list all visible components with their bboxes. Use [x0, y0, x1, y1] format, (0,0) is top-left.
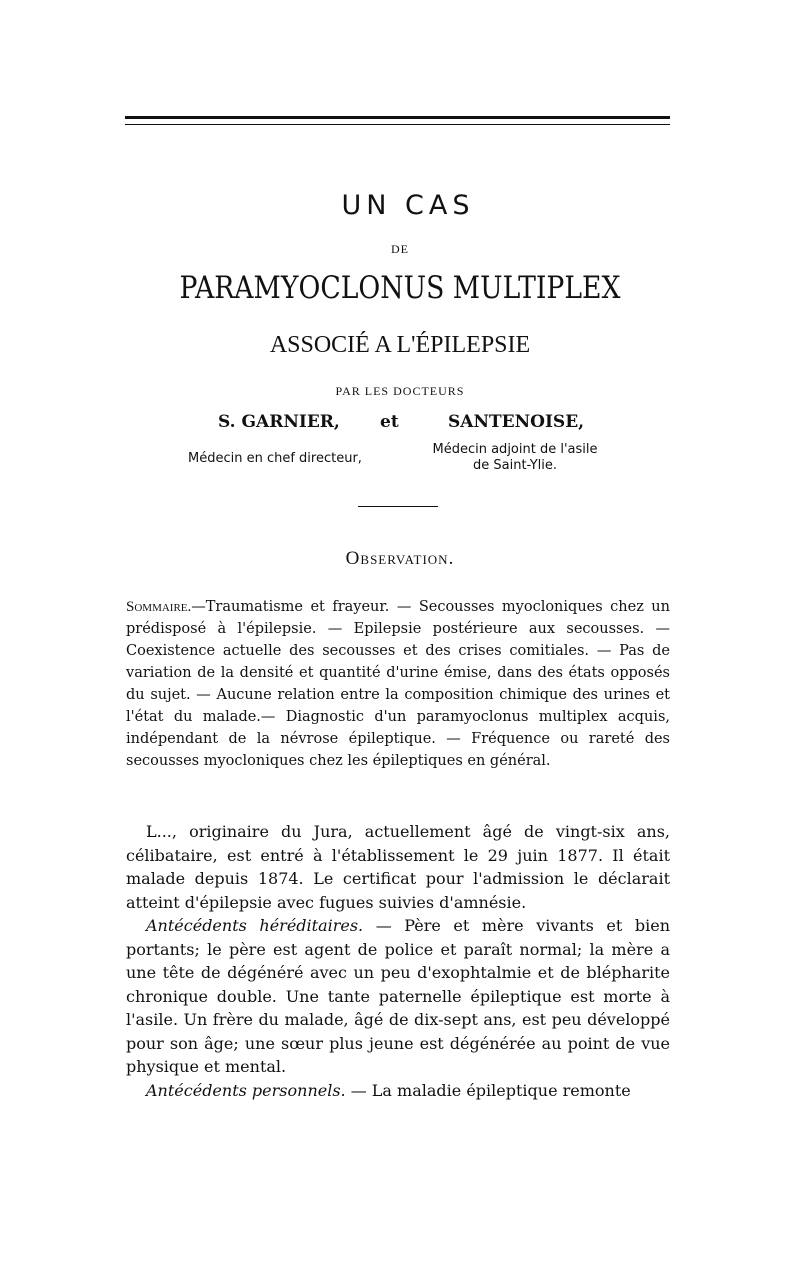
title-main: PARAMYOCLONUS MULTIPLEX [179, 270, 621, 306]
summary-item: — Diagnostic d'un paramyoclonus multiplex acquis, indépendant de la névrose épileptique. [126, 709, 670, 747]
separator-rule [358, 506, 438, 507]
hereditary-text: — Père et mère vivants et bien portants; le père est agent de police et paraît normal; la mère a une tête de dégénéré avec un peu d'exophtalmie et de blépharite chronique double. Une tante paternelle épileptique est morte à l'asile. Un frère du malade, âgé de dix-sept ans, est peu développé pour son âge; une sœur plus jeune est dégénérée au point de vue physique et mental. [126, 916, 670, 1076]
summary-lead: Sommaire. [126, 599, 192, 615]
title-line-de: DE [391, 242, 409, 256]
author-santenoise-role [420, 442, 610, 474]
summary-item: — Coexistence actuelle des secousses et des crises comitiales. [126, 621, 670, 659]
summary-item: — Fréquence ou rareté des secousses myocloniques chez les épileptiques en général. [126, 731, 670, 769]
summary-item: — Aucune relation entre la composition chimique des urines et l'état du malade. [126, 687, 670, 725]
top-double-rule [125, 116, 670, 125]
body-paragraph-intro: L..., originaire du Jura, actuellement âgé de vingt-six ans, célibataire, est entré à l'établissement le 29 juin 1877. Il était malade depuis 1874. Le certificat pour l'admission le déclarait atteint d'épilepsie avec fugues suivies d'amnésie. [126, 822, 670, 912]
summary-item: —Traumatisme et frayeur. [191, 599, 390, 615]
body-paragraph-hereditary [126, 914, 670, 1079]
author-santenoise-name: SANTENOISE, [448, 412, 585, 432]
author-santenoise-role-line2: de Saint-Ylie. [473, 458, 557, 473]
summary-paragraph [126, 596, 670, 772]
summary-item: — Secousses myocloniques chez un prédisposé à l'épilepsie. [126, 599, 670, 637]
title-subtitle: ASSOCIÉ A L'ÉPILEPSIE [269, 332, 531, 358]
author-garnier-role: Médecin en chef directeur, [188, 451, 362, 466]
author-santenoise-role-line1: Médecin adjoint de l'asile [432, 442, 598, 457]
heading-hereditary: Antécédents héréditaires. [146, 916, 364, 935]
author-conjunction: et [380, 412, 399, 432]
author-garnier-name: S. GARNIER, [218, 412, 340, 432]
summary-item: — Epilepsie postérieure aux secousses. [316, 621, 645, 637]
section-title-observation: Observation. [345, 548, 455, 569]
heading-personal: Antécédents personnels. [146, 1080, 346, 1100]
body-paragraph-personal [126, 1079, 670, 1103]
body-text [126, 820, 670, 1102]
personal-text: — La maladie épileptique remonte [345, 1080, 631, 1100]
by-doctors-line: PAR LES DOCTEURS [335, 384, 465, 398]
summary-item: — Pas de variation de la densité et quantité d'urine émise, dans des états opposés du sujet. [126, 643, 670, 703]
title-line-un-cas: UN CAS [341, 190, 475, 221]
